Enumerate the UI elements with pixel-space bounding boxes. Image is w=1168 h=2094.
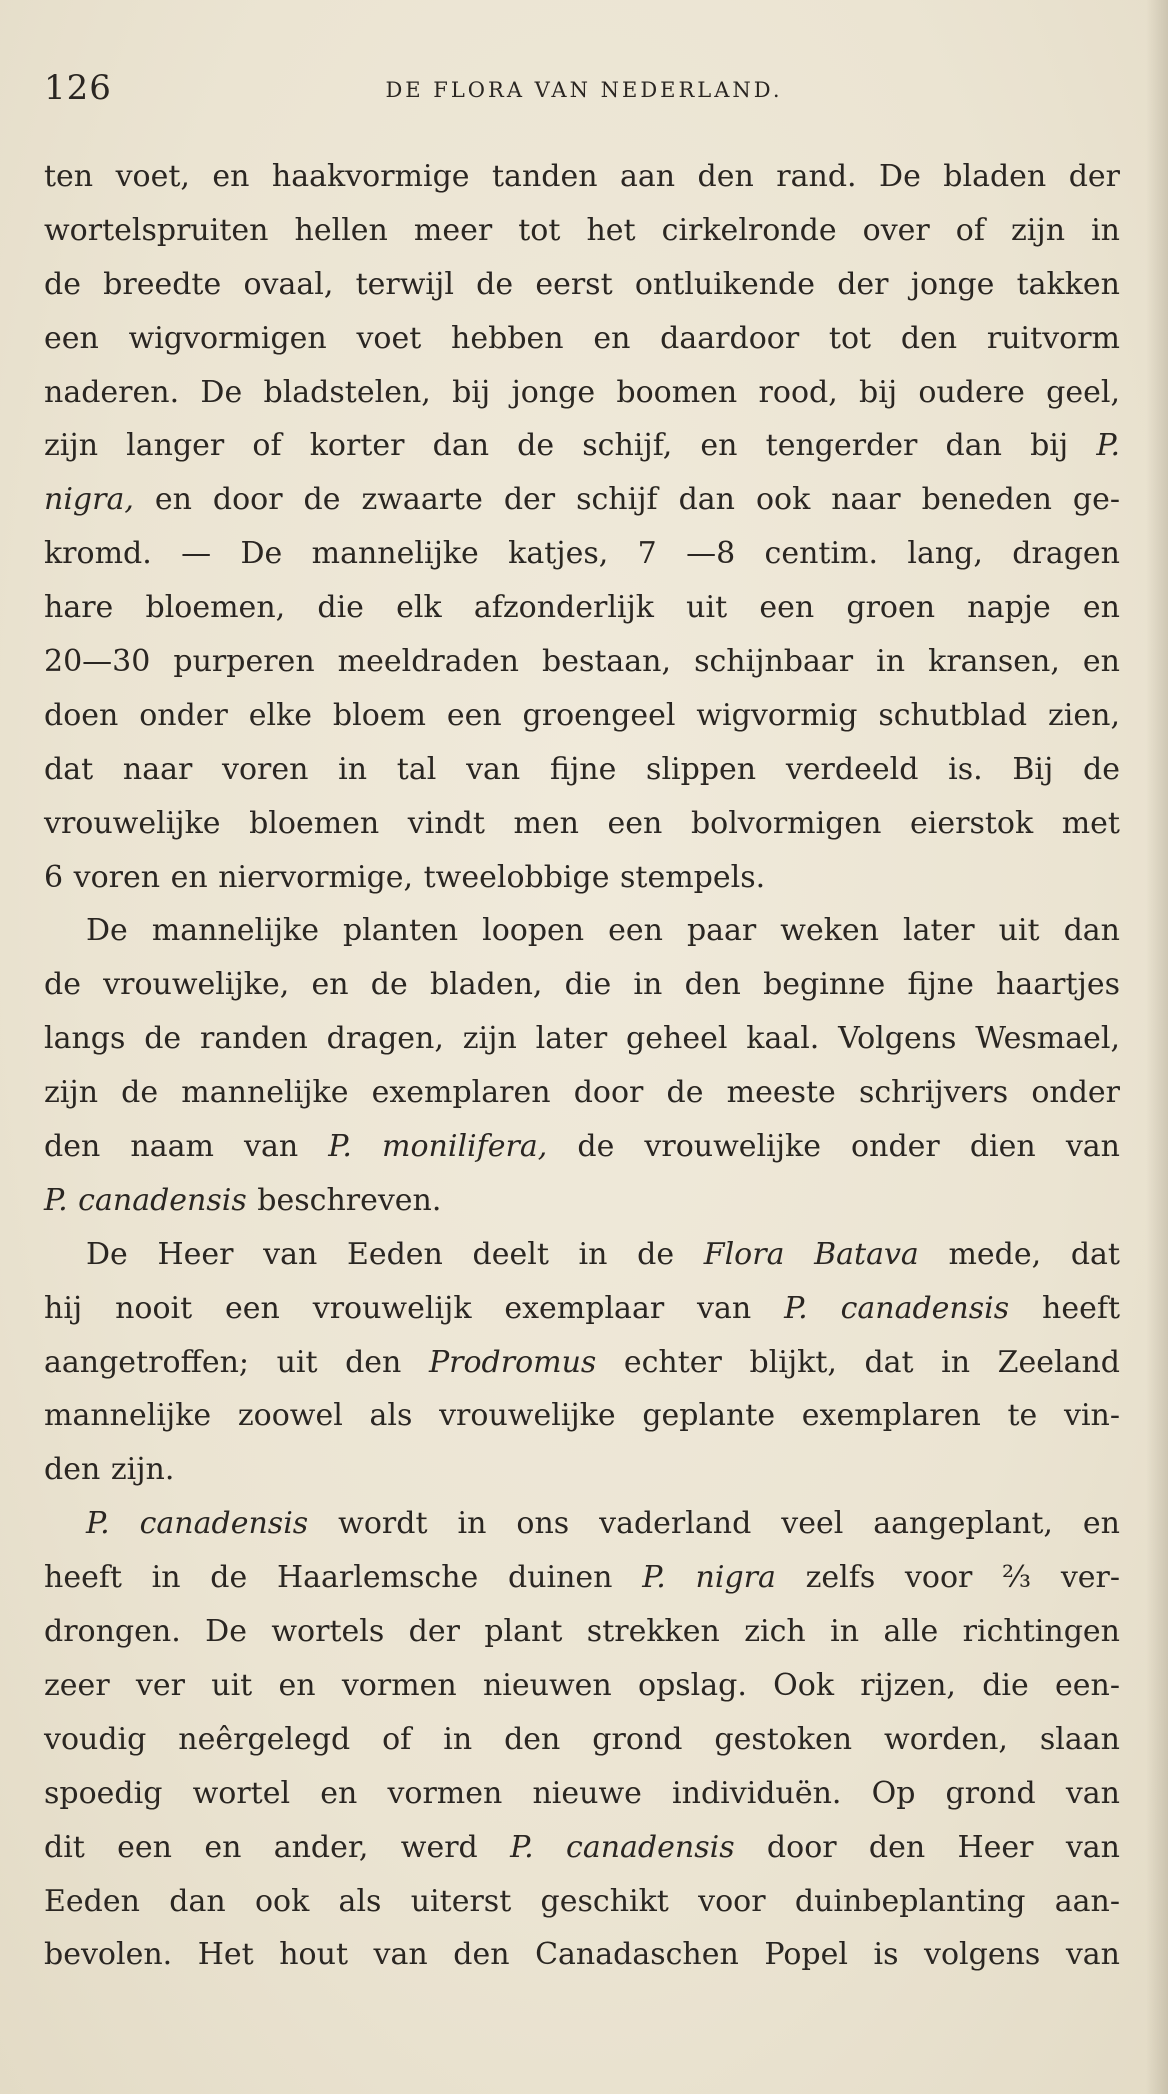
text-segment: de vrouwelijke, en de bladen, die in den beginne fijne haartjes — [44, 967, 1120, 1003]
text-line — [44, 312, 1120, 366]
text-segment: hij nooit een vrouwelijk exemplaar van — [44, 1290, 785, 1326]
text-line — [44, 958, 1120, 1012]
text-segment: beschreven. — [246, 1182, 442, 1218]
text-segment: naderen. De bladstelen, bij jonge boomen rood, bij oudere geel, — [44, 374, 1120, 410]
text-segment: zijn de mannelijke exemplaren door de meeste schrijvers onder — [44, 1075, 1120, 1111]
text-segment: den zijn. — [44, 1452, 175, 1488]
text-segment: aangetroffen; uit den — [44, 1344, 429, 1380]
text-line — [44, 1767, 1120, 1821]
body-text — [44, 150, 1120, 1982]
text-segment: De mannelijke planten loopen een paar weken later uit dan — [86, 913, 1120, 949]
italic-text: P. canadensis — [44, 1182, 247, 1218]
italic-text: P. canadensis — [784, 1290, 1010, 1326]
text-segment: vrouwelijke bloemen vindt men een bolvormigen eierstok met — [44, 805, 1120, 841]
text-segment: den naam van — [44, 1129, 329, 1165]
text-line — [44, 527, 1120, 581]
text-segment: zeer ver uit en vormen nieuwen opslag. Ook rijzen, die een- — [44, 1667, 1120, 1703]
text-segment: heeft in de Haarlemsche duinen — [44, 1560, 643, 1596]
text-segment: voudig neêrgelegd of in den grond gestoken worden, slaan — [44, 1721, 1120, 1757]
text-line — [44, 1012, 1120, 1066]
text-line — [44, 258, 1120, 312]
text-line — [44, 1551, 1120, 1605]
text-line — [44, 1713, 1120, 1767]
text-segment: echter blijkt, dat in Zeeland — [596, 1344, 1120, 1380]
text-segment: kromd. — De mannelijke katjes, 7 —8 centim. lang, dragen — [44, 536, 1120, 572]
text-segment: de vrouwelijke onder dien van — [547, 1129, 1120, 1165]
text-segment: door den Heer van — [734, 1829, 1120, 1865]
text-segment: mannelijke zoowel als vrouwelijke geplante exemplaren te vin- — [44, 1398, 1120, 1434]
text-segment: drongen. De wortels der plant strekken zich in alle richtingen — [44, 1614, 1120, 1650]
text-segment: en door de zwaarte der schijf dan ook naar beneden ge- — [133, 482, 1120, 518]
page-header — [44, 68, 1124, 118]
text-line — [44, 419, 1120, 473]
text-line — [44, 1174, 1120, 1228]
page-number: 126 — [44, 68, 112, 108]
text-line — [44, 1605, 1120, 1659]
text-line — [44, 473, 1120, 527]
text-segment: zelfs voor ⅔ ver- — [775, 1560, 1120, 1596]
text-line — [44, 743, 1120, 797]
text-segment: bevolen. Het hout van den Canadaschen Popel is volgens van — [44, 1937, 1120, 1973]
text-segment: langs de randen dragen, zijn later geheel kaal. Volgens Wesmael, — [44, 1021, 1120, 1057]
text-line — [44, 1066, 1120, 1120]
text-segment: een wigvormigen voet hebben en daardoor tot den ruitvorm — [44, 320, 1120, 356]
text-line — [44, 1497, 1120, 1551]
text-line — [44, 1120, 1120, 1174]
italic-text: P. canadensis — [510, 1829, 735, 1865]
text-segment: heeft — [1009, 1290, 1120, 1326]
text-segment: doen onder elke bloem een groengeel wigvormig schutblad zien, — [44, 697, 1120, 733]
text-line — [44, 581, 1120, 635]
text-line — [44, 904, 1120, 958]
text-line — [44, 366, 1120, 420]
text-segment: mede, dat — [918, 1236, 1120, 1272]
text-segment: De Heer van Eeden deelt in de — [86, 1236, 704, 1272]
text-line — [44, 1228, 1120, 1282]
text-line — [44, 635, 1120, 689]
italic-text: Prodromus — [428, 1344, 597, 1380]
text-line — [44, 150, 1120, 204]
text-line — [44, 797, 1120, 851]
text-line — [44, 204, 1120, 258]
text-line — [44, 1875, 1120, 1929]
text-line — [44, 1443, 1120, 1497]
text-segment: zijn langer of korter dan de schijf, en tengerder dan bij — [44, 428, 1097, 464]
text-line — [44, 1336, 1120, 1390]
italic-text: nigra, — [44, 482, 134, 518]
text-segment: de breedte ovaal, terwijl de eerst ontluikende der jonge takken — [44, 266, 1120, 302]
running-head: DE FLORA VAN NEDERLAND. — [385, 78, 783, 102]
text-line — [44, 851, 1120, 905]
text-segment: 20—30 purperen meeldraden bestaan, schijnbaar in kransen, en — [44, 644, 1120, 680]
text-line — [44, 1389, 1120, 1443]
italic-text: P. canadensis — [86, 1506, 309, 1542]
text-line — [44, 1659, 1120, 1713]
text-segment: 6 voren en niervormige, tweelobbige stempels. — [44, 859, 766, 895]
text-segment: wordt in ons vaderland veel aangeplant, en — [308, 1506, 1120, 1542]
text-segment: spoedig wortel en vormen nieuwe individuën. Op grond van — [44, 1775, 1120, 1811]
text-segment: ten voet, en haakvormige tanden aan den rand. De bladen der — [44, 159, 1120, 194]
text-segment: dat naar voren in tal van fijne slippen verdeeld is. Bij de — [44, 751, 1120, 787]
text-line — [44, 1928, 1120, 1982]
text-segment: hare bloemen, die elk afzonderlijk uit een groen napje en — [44, 590, 1120, 626]
text-line — [44, 689, 1120, 743]
italic-text: P. — [1096, 428, 1120, 464]
text-line — [44, 1821, 1120, 1875]
text-line — [44, 1282, 1120, 1336]
italic-text: P. monilifera, — [328, 1129, 548, 1165]
text-segment: Eeden dan ook als uiterst geschikt voor duinbeplanting aan- — [44, 1883, 1120, 1919]
text-segment: wortelspruiten hellen meer tot het cirkelronde over of zijn in — [44, 212, 1120, 248]
italic-text: Flora Batava — [703, 1236, 919, 1272]
text-segment: dit een en ander, werd — [44, 1829, 511, 1865]
italic-text: P. nigra — [642, 1560, 776, 1596]
page-edge-shadow — [1146, 0, 1168, 2094]
